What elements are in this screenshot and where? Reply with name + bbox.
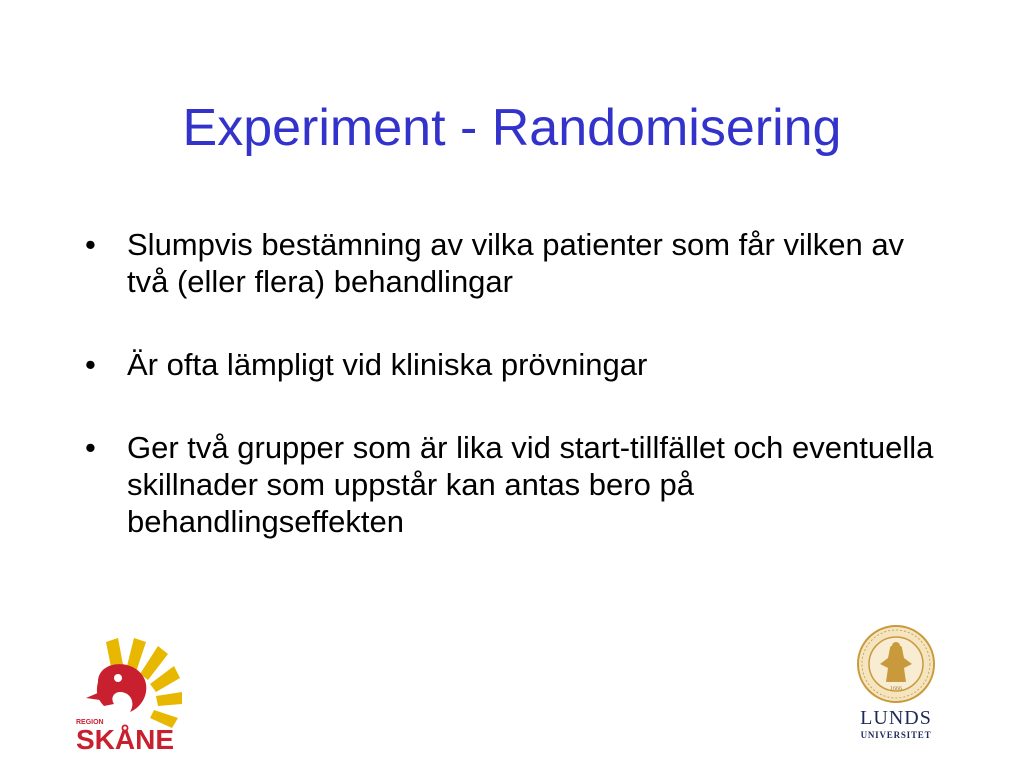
lund-seal-year: 1666 (890, 686, 902, 692)
region-skane-logo-graphic (74, 632, 204, 750)
logo-ray (156, 692, 182, 706)
slide-title: Experiment - Randomisering (182, 99, 842, 157)
lund-name-line2: UNIVERSITET (860, 730, 932, 740)
logo-skane-text: SKÅNE (76, 724, 175, 750)
region-skane-logo (74, 632, 204, 750)
lund-seal-figure-head (892, 642, 900, 650)
bullet-item (85, 226, 945, 300)
lunds-universitet-logo-graphic (846, 624, 946, 744)
bullet-marker: • (85, 227, 96, 262)
logo-region-text: REGION (76, 719, 104, 726)
bullet-item (85, 429, 945, 540)
bullet-text: Slumpvis bestämning av vilka patienter som får vilken av två (eller flera) behandlingar (127, 227, 905, 299)
logo-griffin-eye (114, 674, 122, 682)
logo-griffin-beak (86, 692, 100, 700)
bullet-marker: • (85, 430, 96, 465)
bullet-item (85, 346, 945, 383)
lund-name-line1: LUNDS (860, 707, 932, 729)
lunds-universitet-logo (846, 624, 946, 744)
logo-griffin-head (97, 664, 146, 712)
bullet-text: Ger två grupper som är lika vid start-tillfället och eventuella skillnader som uppstår kan antas bero på behandlingseffekten (127, 430, 934, 539)
bullet-list (85, 226, 945, 586)
bullet-marker: • (85, 347, 96, 382)
bullet-text: Är ofta lämpligt vid kliniska prövningar (127, 347, 648, 382)
